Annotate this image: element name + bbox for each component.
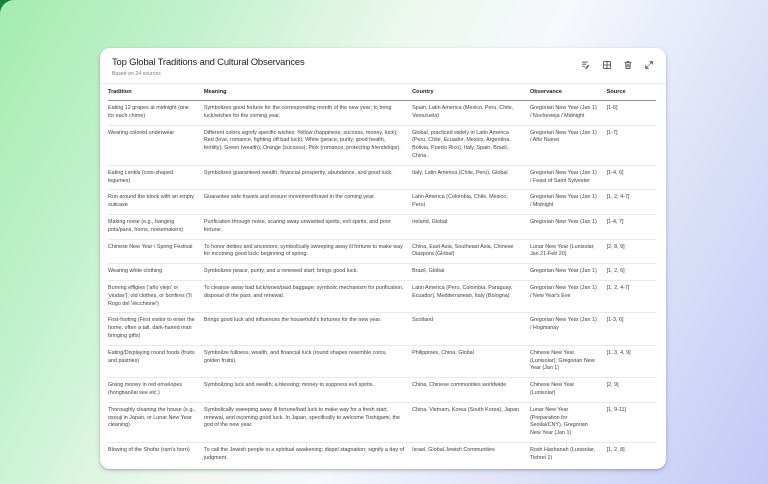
cell-meaning: Guarantee safe travels and ensure movement/travel in the coming year.	[204, 190, 412, 215]
table-row	[108, 101, 656, 126]
column-header-country: Country	[412, 84, 530, 101]
toolbar	[579, 57, 656, 72]
cell-source: [1, 9-11]	[607, 402, 656, 442]
cell-observance: Gregorian New Year (Jan 1) / Nochevieja / Midnight	[530, 101, 607, 126]
header-row	[108, 84, 656, 101]
cell-source: [1-7]	[607, 125, 656, 165]
export-table-button[interactable]	[600, 58, 614, 72]
column-header-tradition: Tradition	[108, 84, 204, 101]
edit-table-button[interactable]	[579, 58, 593, 72]
sources-subtitle: Based on 24 sources	[112, 71, 161, 77]
cell-observance: Gregorian New Year (Jan 1)	[530, 214, 607, 239]
cell-source: [1, 2, 8]	[606, 446, 625, 453]
cell-meaning: To call the Jewish people to a spiritual awakening; dispel stagnation; signify a day of judgment.	[203, 446, 405, 461]
table-row	[108, 442, 656, 466]
cell-country: China, East Asia, Southeast Asia, Chinese Diaspora (Global)	[412, 239, 530, 264]
cell-observance: Chinese New Year (Lunisolar)	[530, 378, 607, 403]
cell-source: [1-4, 7]	[607, 214, 656, 239]
table-row	[108, 313, 656, 345]
table-row	[108, 165, 656, 190]
table-row	[108, 239, 656, 264]
table-row	[108, 125, 656, 165]
cell-country: Ireland, Global	[412, 214, 530, 239]
expand-table-button[interactable]	[642, 58, 656, 72]
trash-icon	[623, 60, 633, 70]
table-header	[108, 84, 656, 101]
cell-meaning: Symbolically sweeping away ill fortune/bad luck to make way for a fresh start, renewal, and incoming good luck. In Japan, specifically to welcome Toshigami, the god of the new year.	[204, 402, 412, 442]
table-row	[108, 402, 656, 442]
cell-meaning: Brings good luck and influences the household's fortunes for the new year.	[204, 313, 412, 345]
cell-meaning: To honor deities and ancestors; symbolically sweeping away ill fortune to make way for incoming good luck; beginning of spring.	[204, 239, 412, 264]
cell-source: [2, 9]	[607, 378, 656, 403]
cell-tradition: Run around the block with an empty suitcase	[108, 190, 204, 215]
cell-observance: Gregorian New Year (Jan 1) / Hogmanay	[530, 313, 607, 345]
cell-meaning: Symbolizing luck and wealth; a blessing; money to suppress evil spirits.	[204, 378, 412, 403]
cell-country: Spain, Latin America (Mexico, Peru, Chile, Venezuela)	[412, 101, 530, 126]
generated-table-card	[100, 48, 666, 469]
title-block	[112, 57, 305, 77]
cell-source: [1, 2, 4-7]	[607, 280, 656, 312]
cell-country: Israel, Global Jewish Communities	[412, 446, 495, 453]
cell-tradition: Eating 12 grapes at midnight (one for each chime)	[108, 101, 204, 126]
cell-country: Scotland	[412, 313, 530, 345]
cell-tradition: Wearing colored underwear	[108, 125, 204, 165]
cell-tradition: Eating Lentils (coin-shaped legumes)	[108, 165, 204, 190]
cell-meaning: To cleanse away bad luck/woes/past baggage; symbolic mechanism for purification, disposal of the past, and renewal.	[204, 280, 412, 312]
cell-tradition: Giving money in red envelopes (hongbao/lai see etc.)	[108, 378, 204, 403]
cell-observance: Chinese New Year (Lunisolar), Gregorian New Year (Jan 1)	[530, 345, 607, 377]
column-header-observance: Observance	[530, 84, 607, 101]
cell-tradition: Making noise (e.g., banging pots/pans, horns, noisemakers)	[108, 214, 204, 239]
cell-meaning: Symbolizes peace, purity, and a renewed start; brings good luck.	[204, 264, 412, 281]
cell-observance: Gregorian New Year (Jan 1) / Feast of Saint Sylvester	[530, 165, 607, 190]
cell-observance: Lunar New Year (Preparation for Seollal/CNY), Gregorian New Year (Jan 1)	[530, 402, 607, 442]
cell-country: Philippines, China, Global	[412, 345, 530, 377]
table-row	[108, 345, 656, 377]
cell-country: Latin America (Peru, Colombia, Paraguay, Ecuador), Mediterranean, Italy (Bologna)	[412, 280, 530, 312]
table-body	[108, 101, 656, 467]
cell-source: [1, 2, 6]	[607, 264, 656, 281]
expand-icon	[644, 60, 654, 70]
cell-observance: Lunar New Year (Lunisolar, Jan 21-Feb 20)	[530, 239, 607, 264]
cell-tradition: Blowing of the Shofar (ram's horn)	[108, 446, 190, 453]
table-row	[108, 214, 656, 239]
cell-tradition: Chinese New Year / Spring Festival	[108, 239, 204, 264]
cell-country: China, Vietnam, Korea (South Korea), Japan	[412, 402, 530, 442]
card-header	[100, 48, 666, 84]
table-row	[108, 264, 656, 281]
cell-observance: Rosh Hashanah (Lunisolar, Tishrei 1)	[529, 446, 595, 461]
cell-tradition: First-footing (First visitor to enter the home, often a tall, dark-haired man bringing gifts)	[108, 313, 204, 345]
page-title: Top Global Traditions and Cultural Observances	[112, 57, 305, 68]
cell-observance: Gregorian New Year (Jan 1) / New Year's Eve	[530, 280, 607, 312]
cell-country: China, Chinese communities worldwide	[412, 378, 530, 403]
cell-meaning: Symbolize fullness, wealth, and financial luck (round shapes resemble coins, golden fruits).	[204, 345, 412, 377]
cell-source: [1, 3, 4, 9]	[607, 345, 656, 377]
cell-observance: Gregorian New Year (Jan 1)	[530, 264, 607, 281]
column-header-meaning: Meaning	[204, 84, 412, 101]
cell-country: Italy, Latin America (Chile, Peru), Global	[412, 165, 530, 190]
cell-country: Global, practiced widely in Latin America (Peru, Chile, Ecuador, Mexico, Argentina, Bolivia, Puerto Rico), Italy, Spain, Brazil, China.	[412, 125, 530, 165]
cell-observance: Gregorian New Year (Jan 1) / Año Nuevo	[530, 125, 607, 165]
cell-meaning: Symbolizes guaranteed wealth, financial prosperity, abundance, and good luck.	[204, 165, 412, 190]
cell-source: [2, 8, 9]	[607, 239, 656, 264]
cell-country: Brazil, Global	[412, 264, 530, 281]
cell-source: [1-3, 6]	[607, 313, 656, 345]
cell-observance: Gregorian New Year (Jan 1) / Midnight	[530, 190, 607, 215]
cell-meaning: Different colors signify specific wishes: Yellow (happiness, success, money, luck); Red (love, romance, fighting off bad luck); White (peace, purity, good health, fertility); Green (wealth); Orange (success); Pink (romance, protecting friendships).	[204, 125, 412, 165]
cell-tradition: Burning effigies ('año viejo' or 'viudas'), old clothes, or bonfires ('Il Rogo del Vecchione')	[108, 280, 204, 312]
cell-meaning: Purification through noise, scaring away unwanted spirits, evil spirits, and poor fortune.	[204, 214, 412, 239]
column-header-source: Source	[607, 84, 656, 101]
table-row	[108, 378, 656, 403]
cell-source: [1-6]	[607, 101, 656, 126]
table-row	[108, 190, 656, 215]
traditions-table	[108, 84, 656, 467]
cell-tradition: Thoroughly cleaning the house (e.g., osouji in Japan, or Lunar New Year cleaning)	[108, 402, 204, 442]
delete-table-button[interactable]	[621, 58, 635, 72]
table-container	[100, 84, 666, 469]
cell-country: Latin America (Colombia, Chile, Mexico, Peru)	[412, 190, 530, 215]
table-row	[108, 280, 656, 312]
cell-meaning: Symbolizes good fortune for the corresponding month of the new year; to bring luck/wishes for the coming year.	[204, 101, 412, 126]
cell-tradition: Wearing white clothing	[108, 264, 204, 281]
cell-source: [1, 2, 4-7]	[607, 190, 656, 215]
cell-tradition: Eating/Displaying round foods (fruits and pastries)	[108, 345, 204, 377]
table-grid-icon	[602, 60, 612, 70]
cell-source: [1-4, 6]	[607, 165, 656, 190]
edit-table-icon	[581, 60, 591, 70]
